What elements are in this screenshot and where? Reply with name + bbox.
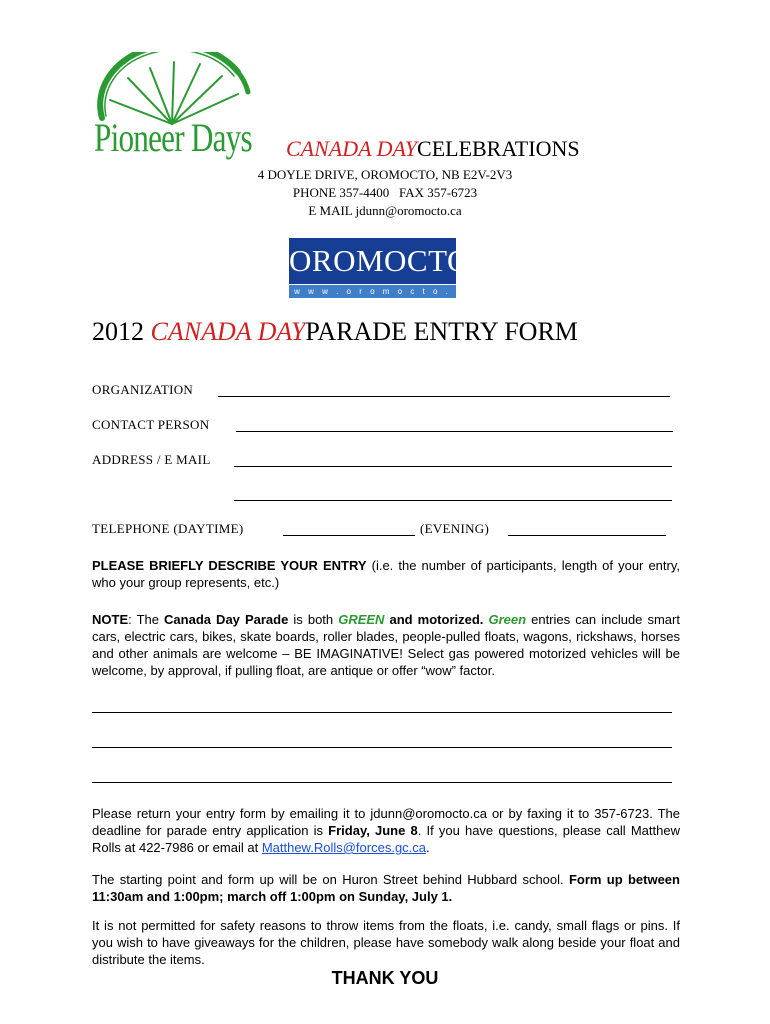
contact-person-field[interactable] [236, 431, 673, 432]
oromocto-logo-url: w w w . o r o m o c t o . c a [289, 285, 456, 298]
form-title [92, 316, 578, 348]
return-instructions [92, 805, 680, 856]
form-title-year: 2012 [92, 317, 144, 346]
starting-point-paragraph [92, 871, 680, 905]
address-block [200, 166, 570, 220]
describe-entry-instructions [92, 557, 680, 591]
note-parade-name: Canada Day Parade [164, 612, 289, 627]
pioneer-days-logo-text: Pioneer Days [94, 115, 252, 160]
celebrations-canada-day: CANADA DAY [286, 136, 418, 161]
oromocto-logo [289, 238, 470, 309]
address-email-field[interactable] [234, 466, 672, 467]
matthew-rolls-email-link[interactable]: Matthew.Rolls@forces.gc.ca [261, 840, 427, 855]
form-title-rest: PARADE ENTRY FORM [305, 317, 578, 346]
note-green: GREEN [338, 612, 385, 627]
note-green-2: Green [488, 612, 527, 627]
return-text-2: . If you have questions, please call Matthew Rolls at 422-7986 or email at [92, 823, 680, 855]
note-label: NOTE [92, 612, 129, 627]
note-paragraph [92, 611, 680, 679]
note-text-1: : The [128, 612, 165, 627]
organization-field[interactable] [218, 396, 670, 397]
describe-entry-heading: PLEASE BRIEFLY DESCRIBE YOUR ENTRY [92, 558, 367, 573]
email-address: E MAIL jdunn@oromocto.ca [308, 203, 462, 218]
starting-point-text: The starting point and form up will be on Huron Street behind Hubbard school. [92, 872, 569, 887]
telephone-daytime-field[interactable] [283, 535, 415, 536]
description-line-2[interactable] [92, 747, 672, 748]
telephone-daytime-label: TELEPHONE (DAYTIME) [92, 521, 244, 536]
note-text-2: is both [288, 612, 339, 627]
address-email-field-line-2[interactable] [234, 500, 672, 501]
note-text-3: entries can include smart cars, electric cars, bikes, skate boards, roller blades, people-pulled floats, wagons, rickshaws, horses and other animals are welcome – BE IMAGINATIVE! Select gas powered motorized vehicles will be welcome, by approval, if pulling float, are antique or offer “wow” factor. [92, 612, 680, 678]
telephone-evening-field[interactable] [508, 535, 666, 536]
return-text-1: Please return your entry form by emailing it to jdunn@oromocto.ca or by faxing it to 357-6723. The deadline for parade entry application is [92, 806, 680, 838]
safety-paragraph: It is not permitted for safety reasons to throw items from the floats, i.e. candy, small flags or pins. If you wish to have giveaways for the children, please have somebody walk along beside your float and distribute the items. [92, 918, 680, 967]
deadline-date: Friday, June 8 [328, 823, 418, 838]
phone-fax: PHONE 357-4400 FAX 357-6723 [292, 185, 478, 200]
organization-label: ORGANIZATION [92, 382, 194, 397]
describe-entry-text: (i.e. the number of participants, length of your entry, who your group represents, etc.) [92, 558, 680, 590]
street-address: 4 DOYLE DRIVE, OROMOCTO, NB E2V-2V3 [257, 167, 513, 182]
contact-person-label: CONTACT PERSON [92, 417, 210, 432]
thank-you-heading: THANK YOU [331, 968, 439, 988]
header-celebrations [286, 136, 580, 162]
note-motorized: and motorized. [384, 612, 484, 627]
address-email-label: ADDRESS / E MAIL [92, 452, 211, 467]
return-text-3: . [426, 840, 430, 855]
telephone-evening-label: (EVENING) [420, 521, 490, 536]
oromocto-logo-name: OROMOCTO [289, 238, 456, 284]
form-up-times: Form up between 11:30am and 1:00pm; march off 1:00pm on Sunday, July 1. [92, 872, 680, 904]
description-line-1[interactable] [92, 712, 672, 713]
celebrations-word: CELEBRATIONS [417, 136, 580, 161]
form-title-canada-day: CANADA DAY [150, 317, 306, 346]
description-line-3[interactable] [92, 782, 672, 783]
